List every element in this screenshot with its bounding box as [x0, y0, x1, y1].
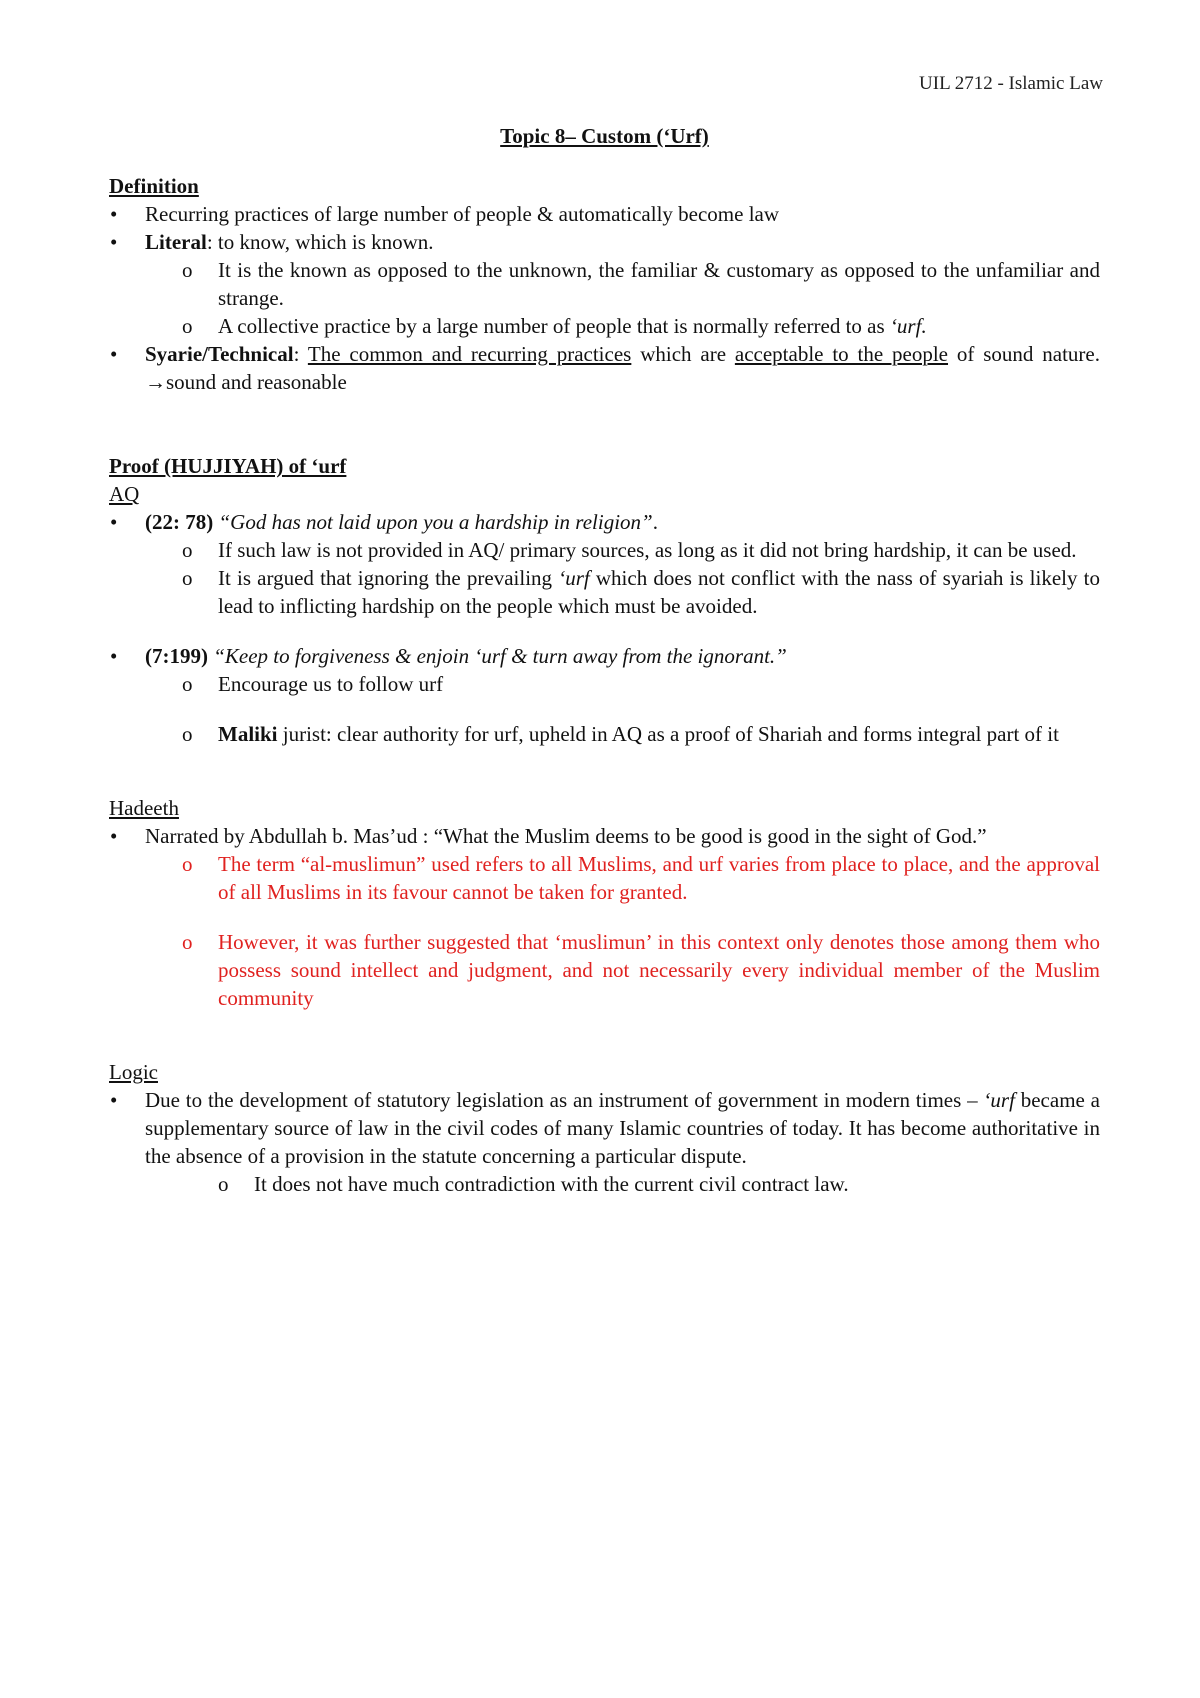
document-body	[109, 122, 1100, 1198]
list-item	[109, 228, 1100, 256]
bullet: •	[110, 644, 118, 668]
text-fragment: of sound nature.	[948, 342, 1100, 366]
list-item	[109, 340, 1100, 396]
verse-quote: “God has not laid upon you a hardship in religion”	[213, 510, 653, 534]
bullet: •	[110, 342, 118, 366]
sub-list-item	[109, 256, 1100, 312]
arrow-icon: →	[145, 370, 166, 394]
logic-subheading: Logic	[109, 1060, 158, 1084]
sub-list-item	[109, 536, 1100, 564]
list-item-text: Recurring practices of large number of people & automatically become law	[145, 202, 780, 226]
bullet: •	[110, 202, 118, 226]
sub-list-item	[109, 564, 1100, 620]
bullet: •	[110, 824, 118, 848]
list-item-text: It is the known as opposed to the unknown, the familiar & customary as opposed to the unfamiliar and strange.	[218, 258, 1100, 310]
aq-subheading: AQ	[109, 482, 140, 506]
list-item-text: A collective practice by a large number of people that is normally referred to as	[218, 314, 890, 338]
text-fragment: sound and reasonable	[166, 370, 347, 394]
list-item-text: Narrated by Abdullah b. Mas’ud : “What the Muslim deems to be good is good in the sight of God.”	[145, 824, 987, 848]
text-fragment: which does not conflict with the nass of syariah is likely to lead to inflicting hardship on the people which must be avoided.	[218, 566, 1100, 618]
urf-term: ‘urf.	[889, 314, 927, 338]
sub-list-item	[109, 720, 1100, 748]
verse-reference: (22: 78)	[145, 510, 214, 534]
urf-term: ‘urf	[983, 1088, 1015, 1112]
list-item	[109, 200, 1100, 228]
sub-bullet: o	[182, 930, 193, 954]
verse-quote: “Keep to forgiveness & enjoin ‘urf & turn away from the ignorant.”	[207, 644, 787, 668]
sub-bullet: o	[182, 258, 193, 282]
list-item-text: Encourage us to follow urf	[218, 672, 444, 696]
list-item-text: jurist: clear authority for urf, upheld in AQ as a proof of Shariah and forms integral part of it	[277, 722, 1059, 746]
underlined-phrase: acceptable to the people	[734, 342, 949, 366]
text-fragment: which are	[631, 342, 735, 366]
sub-list-item	[109, 1170, 1100, 1198]
sub-bullet: o	[218, 1172, 229, 1196]
page-title: Topic 8– Custom (‘Urf)	[500, 124, 709, 148]
list-item-text: If such law is not provided in AQ/ primary sources, as long as it did not bring hardship, it can be used.	[218, 538, 1077, 562]
list-item-text: : to know, which is known.	[206, 230, 434, 254]
proof-heading: Proof (HUJJIYAH) of ‘urf	[109, 454, 347, 478]
urf-term: ‘urf	[558, 566, 590, 590]
term-label: Syarie/Technical	[145, 342, 294, 366]
sub-bullet: o	[182, 314, 193, 338]
page-header: UIL 2712 - Islamic Law	[919, 73, 1103, 94]
sub-bullet: o	[182, 672, 193, 696]
bullet: •	[110, 510, 118, 534]
bullet: •	[110, 230, 118, 254]
text-fragment: became a supplementary source of law in the civil codes of many Islamic countries of today. It has become authoritative in the absence of a provision in the statute concerning a particular dispute.	[145, 1088, 1100, 1168]
list-item	[109, 642, 1100, 670]
sub-list-item	[109, 670, 1100, 698]
sub-list-item	[109, 312, 1100, 340]
sub-bullet: o	[182, 538, 193, 562]
sub-bullet: o	[182, 722, 193, 746]
sub-list-item	[109, 850, 1100, 906]
sub-bullet: o	[182, 566, 193, 590]
underlined-phrase: The common and recurring practices	[307, 342, 632, 366]
list-item-text: However, it was further suggested that ‘muslimun’ in this context only denotes those among them who possess sound intellect and judgment, and not necessarily every individual member of the Muslim community	[218, 930, 1100, 1010]
hadeeth-subheading: Hadeeth	[109, 796, 179, 820]
list-item	[109, 822, 1100, 850]
list-item	[109, 1086, 1100, 1170]
verse-reference: (7:199)	[145, 644, 208, 668]
text-fragment: :	[293, 342, 308, 366]
list-item-text: It does not have much contradiction with the current civil contract law.	[254, 1172, 849, 1196]
text-fragment: Due to the development of statutory legislation as an instrument of government in modern times –	[145, 1088, 984, 1112]
sub-bullet: o	[182, 852, 193, 876]
text-fragment: It is argued that ignoring the prevailing	[218, 566, 559, 590]
sub-list-item	[109, 928, 1100, 1012]
definition-heading: Definition	[109, 174, 199, 198]
term-label: Maliki	[218, 722, 278, 746]
text-fragment: .	[652, 510, 658, 534]
bullet: •	[110, 1088, 118, 1112]
list-item	[109, 508, 1100, 536]
list-item-text: The term “al-muslimun” used refers to all Muslims, and urf varies from place to place, and the approval of all Muslims in its favour cannot be taken for granted.	[218, 852, 1100, 904]
term-label: Literal	[145, 230, 207, 254]
